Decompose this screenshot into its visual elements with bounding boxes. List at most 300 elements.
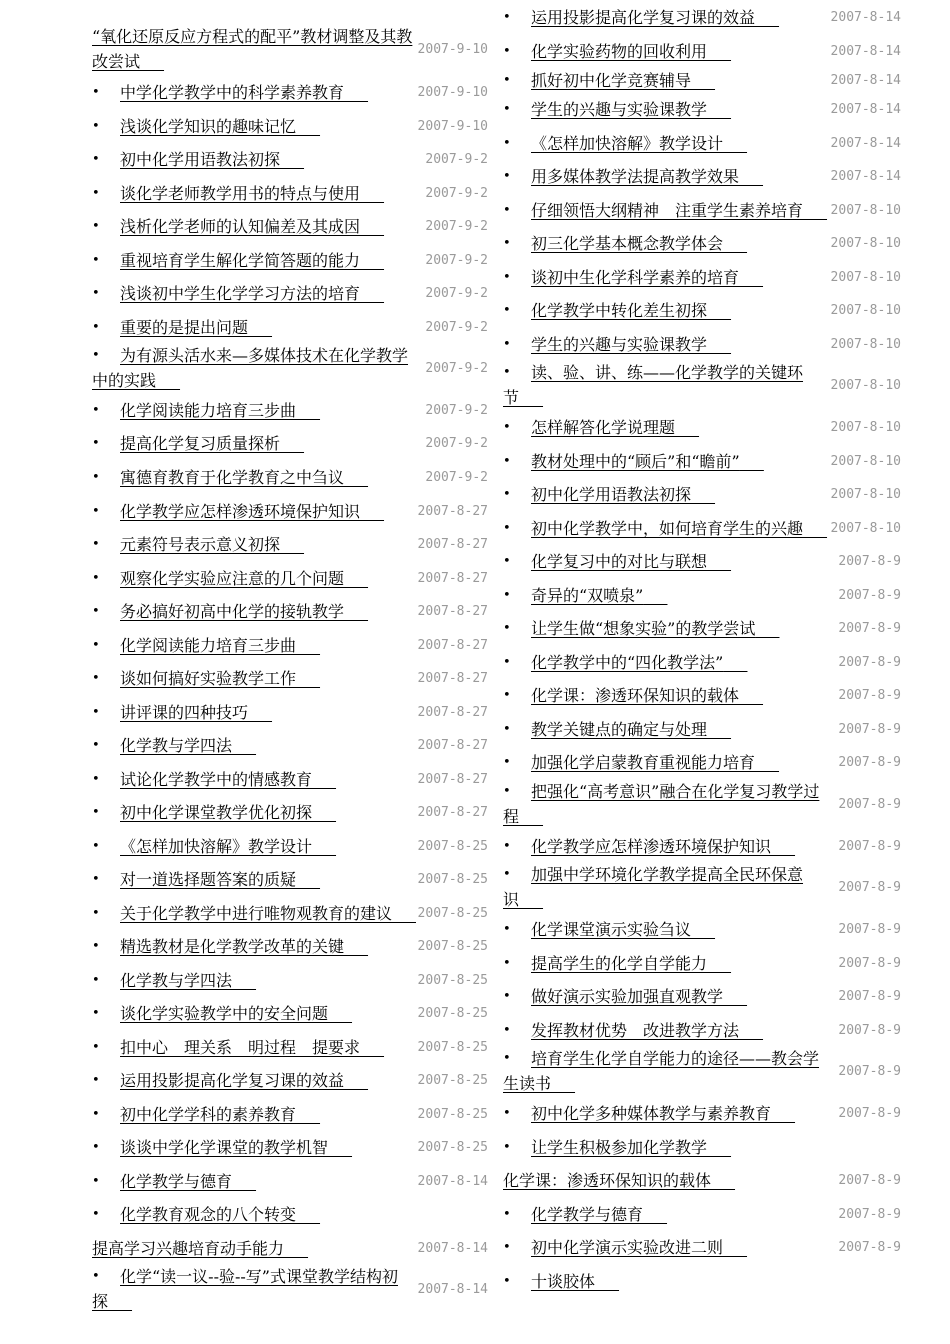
list-item: [92, 1065, 488, 1095]
article-link[interactable]: 寓德育教育于化学教育之中刍议: [120, 467, 345, 487]
article-title-cell: [92, 465, 416, 490]
article-title-cell: [92, 315, 416, 340]
bullet-icon: •: [92, 1106, 100, 1122]
article-link[interactable]: 谈化学老师教学用书的特点与使用: [120, 183, 361, 203]
bullet-icon: •: [503, 202, 511, 218]
article-date: 2007-8-25: [417, 1072, 488, 1088]
article-date: 2007-8-25: [417, 1005, 488, 1021]
article-title-cell: [92, 1202, 416, 1227]
article-link[interactable]: 化学教学中转化差生初探: [531, 300, 708, 320]
article-link[interactable]: 化学教学与德育: [531, 1204, 644, 1224]
bullet-icon: •: [503, 453, 511, 469]
list-item: [503, 782, 901, 826]
list-item: [503, 680, 901, 710]
article-date: 2007-8-9: [838, 988, 901, 1004]
bullet-icon: •: [503, 553, 511, 569]
article-title-cell: [503, 779, 829, 829]
article-title-cell: [503, 1018, 829, 1043]
bullet-icon: •: [92, 469, 100, 485]
article-date: 2007-8-10: [830, 235, 901, 251]
article-title-cell: [503, 683, 829, 708]
article-link[interactable]: 元素符号表示意义初探: [120, 534, 281, 554]
article-date: 2007-8-9: [838, 1063, 901, 1079]
list-item: [503, 1266, 901, 1296]
article-link[interactable]: 运用投影提高化学复习课的效益: [531, 7, 756, 27]
article-link[interactable]: 加强化学启蒙教育重视能力培育: [531, 752, 756, 772]
list-item: [503, 580, 901, 610]
article-title-cell: [503, 1135, 829, 1160]
bullet-icon: •: [503, 721, 511, 737]
article-title-cell: [503, 1046, 829, 1096]
bullet-icon: •: [92, 319, 100, 335]
bullet-icon: •: [92, 804, 100, 820]
article-link[interactable]: 读、验、讲、练——化学教学的关键环节: [503, 363, 804, 407]
list-item: [92, 1166, 488, 1196]
article-date: 2007-8-27: [417, 603, 488, 619]
article-date: 2007-8-25: [417, 972, 488, 988]
bullet-icon: •: [92, 348, 100, 363]
bullet-icon: •: [503, 921, 511, 937]
bullet-icon: •: [92, 84, 100, 100]
article-link[interactable]: 初中化学课堂教学优化初探: [120, 802, 313, 822]
bullet-icon: •: [92, 871, 100, 887]
article-link[interactable]: 为有源头活水来—多媒体技术在化学教学中的实践: [92, 346, 409, 390]
article-link[interactable]: 对一道选择题答案的质疑: [120, 869, 297, 889]
article-date: 2007-8-25: [417, 1039, 488, 1055]
article-title-cell: [503, 1101, 829, 1126]
article-link[interactable]: 化学阅读能力培育三步曲: [120, 400, 297, 420]
bullet-icon: •: [92, 905, 100, 921]
bullet-icon: •: [503, 1239, 511, 1255]
list-item: [92, 797, 488, 827]
article-title-cell: [503, 650, 829, 675]
article-link[interactable]: 化学课：渗透环保知识的载体: [531, 685, 740, 705]
article-title-cell: [92, 1001, 416, 1026]
article-link[interactable]: 浅谈初中学生化学学习方法的培育: [120, 283, 361, 303]
list-item: [92, 563, 488, 593]
article-title-cell: [92, 834, 416, 859]
article-link[interactable]: 化学课堂演示实验刍议: [531, 919, 692, 939]
bullet-icon: •: [503, 1105, 511, 1121]
article-link[interactable]: 让学生积极参加化学教学: [531, 1137, 708, 1157]
article-link[interactable]: 观察化学实验应注意的几个问题: [120, 568, 345, 588]
article-link[interactable]: 化学教学与德育: [120, 1171, 233, 1191]
article-link[interactable]: 把强化“高考意识”融合在化学复习教学过程: [503, 782, 820, 826]
bullet-icon: •: [503, 235, 511, 251]
bullet-icon: •: [503, 419, 511, 435]
article-date: 2007-8-9: [838, 553, 901, 569]
article-link[interactable]: 浅析化学老师的认知偏差及其成因: [120, 216, 361, 236]
article-date: 2007-8-27: [417, 637, 488, 653]
bullet-icon: •: [503, 754, 511, 770]
bullet-icon: •: [92, 1139, 100, 1155]
article-title-cell: [92, 934, 416, 959]
bullet-icon: •: [503, 72, 511, 88]
list-item: [92, 1233, 488, 1263]
bullet-icon: •: [92, 218, 100, 234]
bullet-icon: •: [92, 118, 100, 134]
bullet-icon: •: [503, 620, 511, 636]
article-title-cell: [92, 114, 416, 139]
article-date: 2007-8-9: [838, 1022, 901, 1038]
bullet-icon: •: [503, 135, 511, 151]
article-link[interactable]: 仔细领悟大纲精神 注重学生素养培育: [531, 200, 804, 220]
article-link[interactable]: 谈化学实验教学中的安全问题: [120, 1003, 329, 1023]
list-item: [92, 831, 488, 861]
list-item: [92, 178, 488, 208]
article-link[interactable]: 谈如何搞好实验教学工作: [120, 668, 297, 688]
list-item: [92, 764, 488, 794]
article-date: 2007-8-9: [838, 1206, 901, 1222]
list-item: [503, 479, 901, 509]
article-date: 2007-8-14: [830, 9, 901, 25]
list-item: [503, 747, 901, 777]
article-link[interactable]: 初中化学教学中，如何培育学生的兴趣: [531, 518, 804, 538]
list-item: [503, 65, 901, 95]
article-title-cell: [503, 5, 829, 30]
article-link[interactable]: 教材处理中的“顾后”和“瞻前”: [531, 451, 740, 471]
article-title-cell: [92, 800, 416, 825]
article-date: 2007-8-9: [838, 1239, 901, 1255]
bullet-icon: •: [92, 637, 100, 653]
list-item: [503, 36, 901, 66]
article-title-cell: [92, 248, 416, 273]
article-link[interactable]: 化学教学中的“四化教学法”: [531, 652, 724, 672]
article-title-cell: [503, 1269, 829, 1294]
list-item: [503, 262, 901, 292]
article-date: 2007-8-9: [838, 721, 901, 737]
article-link[interactable]: 化学教学应怎样渗透环境保护知识: [531, 836, 772, 856]
article-link[interactable]: 化学复习中的对比与联想: [531, 551, 708, 571]
article-link[interactable]: 化学教学应怎样渗透环境保护知识: [120, 501, 361, 521]
article-link[interactable]: “氧化还原反应方程式的配平”教材调整及其教改尝试: [92, 27, 413, 71]
article-link[interactable]: 初中化学多种媒体教学与素养教育: [531, 1103, 772, 1123]
list-item: [503, 546, 901, 576]
list-item: [503, 228, 901, 258]
bullet-icon: •: [92, 435, 100, 451]
article-title-cell: [503, 1202, 829, 1227]
article-date: 2007-9-2: [425, 252, 488, 268]
bullet-icon: •: [92, 1072, 100, 1088]
list-item: [503, 981, 901, 1011]
bullet-icon: •: [503, 654, 511, 670]
list-item: [92, 395, 488, 425]
bullet-icon: •: [92, 536, 100, 552]
list-item: [503, 1015, 901, 1045]
article-title-cell: [503, 482, 829, 507]
article-link[interactable]: 初中化学演示实验改进二则: [531, 1237, 724, 1257]
article-date: 2007-8-14: [417, 1240, 488, 1256]
article-date: 2007-8-10: [830, 419, 901, 435]
article-title-cell: [92, 599, 416, 624]
article-title-cell: [503, 1235, 829, 1260]
list-item: [503, 161, 901, 191]
article-date: 2007-9-2: [425, 285, 488, 301]
list-item: [503, 412, 901, 442]
article-link[interactable]: 十谈胶体: [531, 1271, 596, 1291]
article-title-cell: [503, 449, 829, 474]
list-item: [92, 462, 488, 492]
article-link[interactable]: 学生的兴趣与实验课教学: [531, 99, 708, 119]
article-title-cell: [92, 733, 416, 758]
article-title-cell: [92, 80, 416, 105]
article-date: 2007-8-27: [417, 704, 488, 720]
article-link[interactable]: 中学化学教学中的科学素养教育: [120, 82, 345, 102]
list-item: [503, 831, 901, 861]
bullet-icon: •: [92, 252, 100, 268]
article-date: 2007-9-2: [425, 218, 488, 234]
bullet-icon: •: [92, 570, 100, 586]
article-link[interactable]: 谈谈中学化学课堂的教学机智: [120, 1137, 329, 1157]
article-title-cell: [92, 1102, 416, 1127]
article-link[interactable]: 奇异的“双喷泉”: [531, 585, 644, 605]
article-title-cell: [503, 616, 829, 641]
article-title-cell: [92, 181, 416, 206]
list-item: [92, 1264, 488, 1314]
bullet-icon: •: [503, 1051, 511, 1066]
article-link[interactable]: 怎样解答化学说理题: [531, 417, 676, 437]
article-date: 2007-8-10: [830, 336, 901, 352]
list-item: [92, 663, 488, 693]
list-item: [503, 1199, 901, 1229]
article-date: 2007-8-9: [838, 754, 901, 770]
article-date: 2007-8-25: [417, 905, 488, 921]
list-item: [92, 312, 488, 342]
bullet-icon: •: [503, 955, 511, 971]
bullet-icon: •: [92, 1206, 100, 1222]
article-link[interactable]: 化学阅读能力培育三步曲: [120, 635, 297, 655]
article-date: 2007-9-2: [425, 435, 488, 451]
list-item: [503, 329, 901, 359]
article-date: 2007-8-9: [838, 1105, 901, 1121]
list-item: [92, 931, 488, 961]
list-item: [503, 1098, 901, 1128]
article-date: 2007-8-10: [830, 302, 901, 318]
article-title-cell: [92, 700, 416, 725]
article-title-cell: [503, 583, 829, 608]
article-date: 2007-8-25: [417, 1106, 488, 1122]
article-date: 2007-9-10: [417, 84, 488, 100]
article-date: 2007-8-25: [417, 838, 488, 854]
bullet-icon: •: [503, 302, 511, 318]
article-title-cell: [92, 566, 416, 591]
article-title-cell: [503, 97, 829, 122]
list-item: [92, 730, 488, 760]
bullet-icon: •: [92, 771, 100, 787]
article-link[interactable]: 关于化学教学中进行唯物观教育的建议: [120, 903, 393, 923]
list-item: [503, 914, 901, 944]
article-link[interactable]: 加强中学环境化学教学提高全民环保意识: [503, 865, 804, 909]
bullet-icon: •: [503, 43, 511, 59]
article-link[interactable]: 提高学习兴趣培育动手能力: [92, 1238, 285, 1258]
list-item: [503, 195, 901, 225]
bullet-icon: •: [92, 151, 100, 167]
article-link[interactable]: 提高学生的化学自学能力: [531, 953, 708, 973]
list-item: [92, 864, 488, 894]
list-item: [503, 1046, 901, 1096]
article-date: 2007-8-9: [838, 796, 901, 812]
article-link[interactable]: 试论化学教学中的情感教育: [120, 769, 313, 789]
article-title-cell: [92, 666, 416, 691]
article-title-cell: [92, 1264, 416, 1314]
list-item: [503, 446, 901, 476]
article-title-cell: [503, 917, 829, 942]
list-item: [92, 144, 488, 174]
article-date: 2007-9-2: [425, 360, 488, 376]
article-date: 2007-8-27: [417, 737, 488, 753]
article-title-cell: [503, 862, 829, 912]
bullet-icon: •: [503, 1206, 511, 1222]
article-date: 2007-9-2: [425, 402, 488, 418]
article-title-cell: [503, 332, 829, 357]
article-date: 2007-9-10: [417, 118, 488, 134]
list-item: [503, 1132, 901, 1162]
article-title-cell: [503, 549, 829, 574]
bullet-icon: •: [503, 988, 511, 1004]
list-item: [92, 596, 488, 626]
article-link[interactable]: 扣中心 理关系 明过程 提要求: [120, 1037, 361, 1057]
list-item: [92, 1032, 488, 1062]
article-link[interactable]: 初中化学用语教法初探: [531, 484, 692, 504]
bullet-icon: •: [503, 687, 511, 703]
article-link[interactable]: 用多媒体教学法提高教学效果: [531, 166, 740, 186]
article-title-cell: [92, 431, 416, 456]
article-date: 2007-9-2: [425, 185, 488, 201]
article-title-cell: [503, 516, 829, 541]
article-link[interactable]: 《怎样加快溶解》教学设计: [120, 836, 313, 856]
article-link[interactable]: 培育学生化学自学能力的途径——教会学生读书: [503, 1049, 820, 1093]
bullet-icon: •: [503, 784, 511, 799]
article-date: 2007-9-2: [425, 151, 488, 167]
article-date: 2007-8-9: [838, 838, 901, 854]
article-date: 2007-8-9: [838, 955, 901, 971]
article-link[interactable]: 重要的是提出问题: [120, 317, 249, 337]
bullet-icon: •: [92, 938, 100, 954]
article-link[interactable]: 重视培育学生解化学简答题的能力: [120, 250, 361, 270]
article-link[interactable]: 让学生做“想象实验”的教学尝试: [531, 618, 756, 638]
article-link[interactable]: 务必搞好初高中化学的接轨教学: [120, 601, 345, 621]
article-link[interactable]: 运用投影提高化学复习课的效益: [120, 1070, 345, 1090]
article-date: 2007-8-9: [838, 687, 901, 703]
article-date: 2007-8-27: [417, 804, 488, 820]
article-title-cell: [92, 968, 416, 993]
article-title-cell: [92, 214, 416, 239]
article-date: 2007-8-14: [830, 43, 901, 59]
article-date: 2007-8-10: [830, 453, 901, 469]
article-date: 2007-8-9: [838, 921, 901, 937]
article-title-cell: [92, 1236, 416, 1261]
article-link[interactable]: 浅谈化学知识的趣味记忆: [120, 116, 297, 136]
article-title-cell: [92, 1068, 416, 1093]
article-title-cell: [503, 1168, 829, 1193]
bullet-icon: •: [503, 168, 511, 184]
article-link[interactable]: 抓好初中化学竞赛辅导: [531, 70, 692, 90]
bullet-icon: •: [92, 503, 100, 519]
bullet-icon: •: [503, 520, 511, 536]
article-link[interactable]: 做好演示实验加强直观教学: [531, 986, 724, 1006]
article-date: 2007-9-10: [417, 41, 488, 57]
article-link[interactable]: 化学教与学四法: [120, 735, 233, 755]
article-title-cell: [92, 1035, 416, 1060]
article-title-cell: [503, 164, 829, 189]
bullet-icon: •: [503, 1273, 511, 1289]
bullet-icon: •: [92, 737, 100, 753]
article-date: 2007-8-25: [417, 871, 488, 887]
article-link[interactable]: 发挥教材优势 改进教学方法: [531, 1020, 740, 1040]
article-date: 2007-8-10: [830, 202, 901, 218]
article-link[interactable]: 精选教材是化学教学改革的关键: [120, 936, 345, 956]
article-link[interactable]: 化学课：渗透环保知识的载体: [503, 1170, 712, 1190]
bullet-icon: •: [503, 101, 511, 117]
list-item: [92, 24, 488, 74]
list-item: [92, 278, 488, 308]
article-title-cell: [92, 867, 416, 892]
article-title-cell: [92, 499, 416, 524]
article-link[interactable]: 化学教育观念的八个转变: [120, 1204, 297, 1224]
article-date: 2007-8-9: [838, 879, 901, 895]
article-link[interactable]: 提高化学复习质量探析: [120, 433, 281, 453]
article-title-cell: [503, 984, 829, 1009]
article-title-cell: [503, 717, 829, 742]
article-title-cell: [92, 343, 416, 393]
bullet-icon: •: [503, 336, 511, 352]
bullet-icon: •: [503, 365, 511, 380]
list-item: [92, 898, 488, 928]
bullet-icon: •: [92, 670, 100, 686]
list-item: [92, 245, 488, 275]
article-title-cell: [92, 532, 416, 557]
article-link[interactable]: 初中化学学科的素养教育: [120, 1104, 297, 1124]
article-date: 2007-8-14: [830, 101, 901, 117]
bullet-icon: •: [92, 285, 100, 301]
article-link[interactable]: 谈初中生化学科学素养的培育: [531, 267, 740, 287]
list-item: [92, 697, 488, 727]
list-item: [503, 513, 901, 543]
article-title-cell: [503, 415, 829, 440]
article-link[interactable]: 初三化学基本概念教学体会: [531, 233, 724, 253]
bullet-icon: •: [503, 486, 511, 502]
article-link[interactable]: 讲评课的四种技巧: [120, 702, 249, 722]
bullet-icon: •: [503, 867, 511, 882]
bullet-icon: •: [503, 587, 511, 603]
bullet-icon: •: [92, 603, 100, 619]
article-link[interactable]: 化学“读一议--验--写”式课堂教学结构初探: [92, 1267, 398, 1311]
article-date: 2007-8-14: [830, 72, 901, 88]
bullet-icon: •: [92, 1005, 100, 1021]
list-item: [503, 94, 901, 124]
list-item: [92, 496, 488, 526]
article-link[interactable]: 教学关键点的确定与处理: [531, 719, 708, 739]
article-link[interactable]: 学生的兴趣与实验课教学: [531, 334, 708, 354]
list-item: [503, 948, 901, 978]
article-title-cell: [92, 147, 416, 172]
article-link[interactable]: 化学教与学四法: [120, 970, 233, 990]
bullet-icon: •: [92, 1173, 100, 1189]
article-date: 2007-8-9: [838, 1172, 901, 1188]
list-item: [92, 998, 488, 1028]
article-title-cell: [92, 398, 416, 423]
article-link[interactable]: 化学实验药物的回收利用: [531, 41, 708, 61]
list-item: [503, 613, 901, 643]
article-link[interactable]: 《怎样加快溶解》教学设计: [531, 133, 724, 153]
article-date: 2007-8-14: [830, 168, 901, 184]
article-title-cell: [503, 834, 829, 859]
article-title-cell: [503, 265, 829, 290]
list-item: [92, 529, 488, 559]
article-link[interactable]: 初中化学用语教法初探: [120, 149, 281, 169]
article-title-cell: [92, 633, 416, 658]
article-date: 2007-8-27: [417, 670, 488, 686]
